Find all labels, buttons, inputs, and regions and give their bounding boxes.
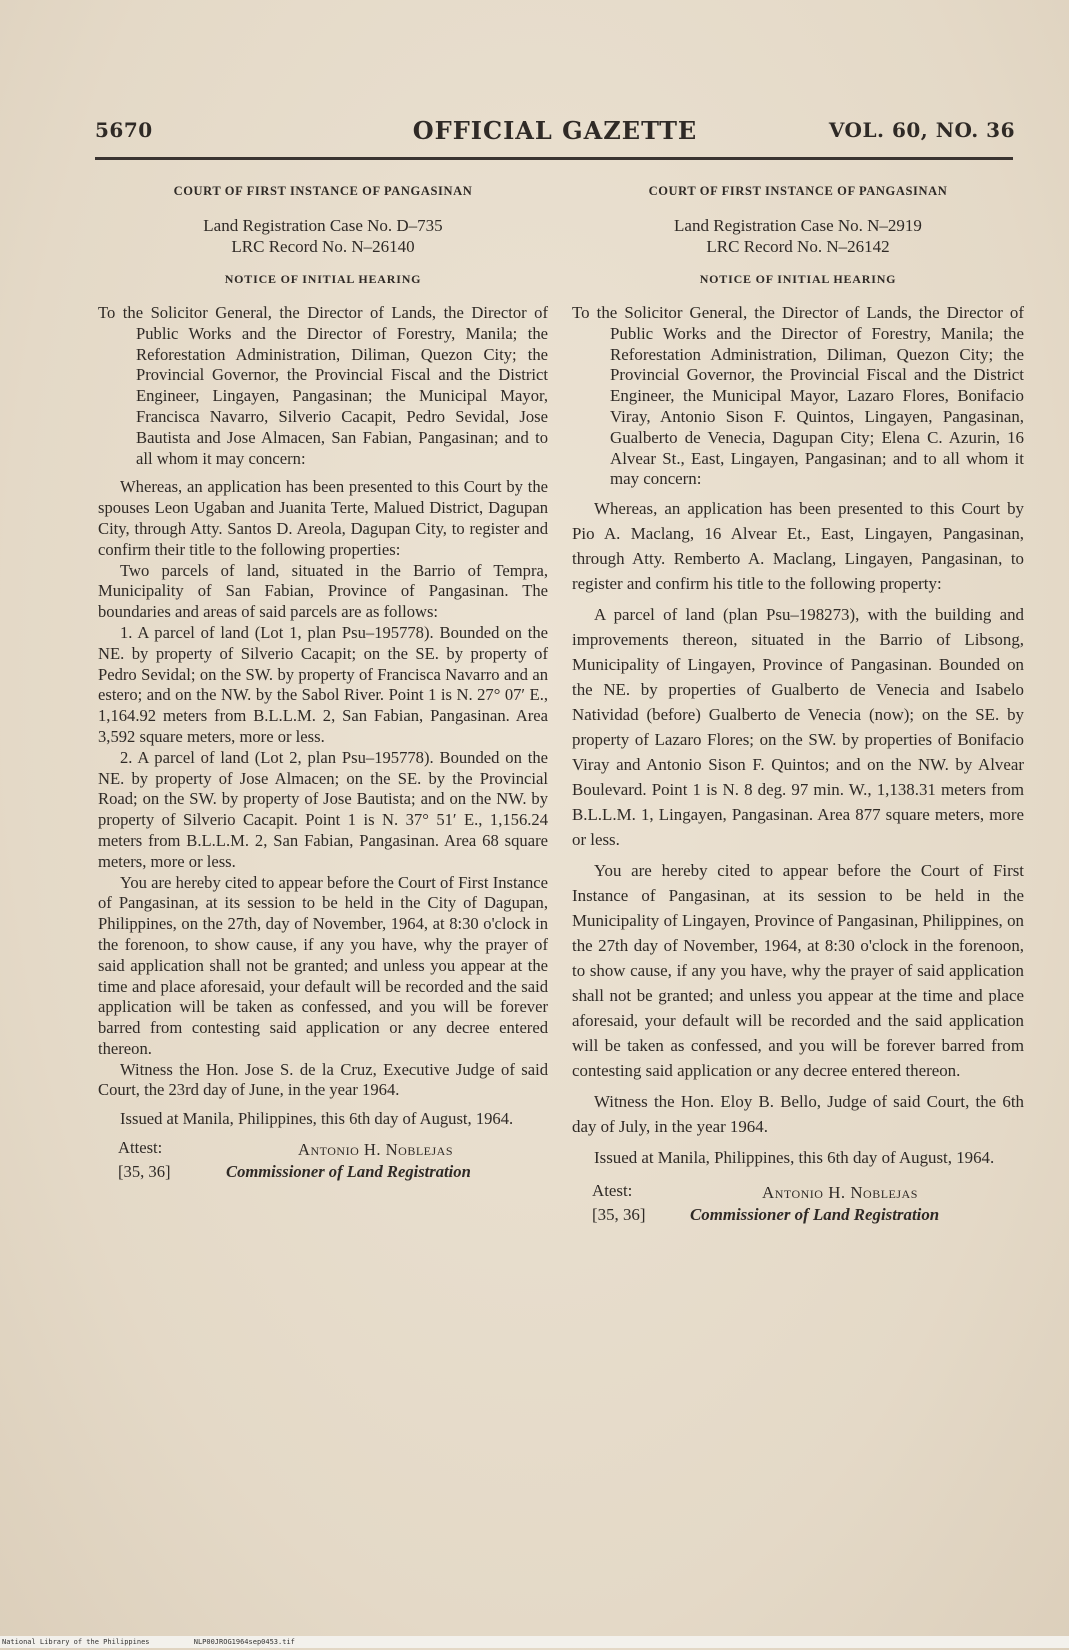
notice-paragraph: You are hereby cited to appear before the Court of First Instance of Pangasinan, at its session to be held in the City of Dagupan, Philippines, on the 27th, day of November, 1964, at 8:30 o'clock in the forenoon, to show cause, if any you have, why the prayer of said application shall not be granted; and unless you appear at the time and place aforesaid, your default will be recorded and the said application will be taken as confessed, and you will be forever barred from contesting said application or any decree entered thereon. xyxy=(98,872,548,1058)
notice-paragraph: Issued at Manila, Philippines, this 6th day of August, 1964. xyxy=(120,1109,514,1129)
attestation xyxy=(572,1178,1024,1230)
left-notice xyxy=(98,183,548,1190)
issue-reference: [35, 36] xyxy=(118,1162,171,1182)
notice-paragraph: You are hereby cited to appear before the Court of First Instance of Pangasinan, at its session to be held in the Municipality of Lingayen, Province of Pangasinan, Philippines, on the 27th day of November, 1964, at 8:30 o'clock in the forenoon, to show cause, if any you have, why the prayer of said application shall not be granted; and unless you appear at the time and place aforesaid, your default will be recorded and the said application will be taken as confessed, and you will be forever barred from contesting said application or any decree entered thereon. xyxy=(572,861,1024,1081)
notice-paragraph: Witness the Hon. Eloy B. Bello, Judge of said Court, the 6th day of July, in the year 1964. xyxy=(572,1092,1024,1137)
signatory-name: Antonio H. Noblejas xyxy=(298,1140,454,1160)
signatory-title: Commissioner of Land Registration xyxy=(690,1205,940,1225)
case-number: Land Registration Case No. D–735 xyxy=(203,216,443,235)
right-notice xyxy=(572,183,1024,1230)
notice-paragraph: Whereas, an application has been presented to this Court by Pio A. Maclang, 16 Alvear Et., East, Lingayen, Pangasinan, through Atty. Remberto A. Maclang, Lingayen, Pangasinan, to register and confirm his title to the following property: xyxy=(572,499,1024,594)
header-rule xyxy=(95,157,1013,160)
signatory-name: Antonio H. Noblejas xyxy=(762,1183,918,1203)
notice-paragraph: Issued at Manila, Philippines, this 6th day of August, 1964. xyxy=(594,1148,995,1168)
page-header xyxy=(95,118,1015,152)
volume-number: VOL. 60, NO. 36 xyxy=(828,118,1015,142)
notice-address: To the Solicitor General, the Director of Lands, the Director of Public Works and the Director of Forestry, Manila; the Reforestation Administration, Diliman, Quezon City; the Provincial Governor, the Provincial Fiscal and the District Engineer, the Municipal Mayor, Lazaro Flores, Bonifacio Viray, Antonio Sison F. Quintos, Lingayen, Pangasinan, Gualberto de Venecia, Dagupan City; Elena C. Azurin, 16 Alvear St., East, Lingayen, Pangasinan; and to all whom it may concern: xyxy=(572,303,1024,489)
file-id: NLP00JROG1964sep0453.tif xyxy=(193,1638,295,1646)
notice-paragraph: Witness the Hon. Jose S. de la Cruz, Executive Judge of said Court, the 23rd day of June, in the year 1964. xyxy=(98,1059,548,1100)
attest-label: Attest: xyxy=(118,1138,163,1158)
publication-title: OFFICIAL GAZETTE xyxy=(412,116,698,145)
notice-address: To the Solicitor General, the Director of Lands, the Director of Public Works and the Director of Forestry, Manila; the Reforestation Administration, Diliman, Quezon City; the Provincial Governor, the Provincial Fiscal and the District Engineer, Lingayen, Pangasinan; the Municipal Mayor, Francisca Navarro, Silverio Cacapit, Pedro Sevidal, Jose Bautista and Jose Almacen, San Fabian, Pangasinan; and to all whom it may concern: xyxy=(98,303,548,468)
attest-label: Atest: xyxy=(592,1181,633,1201)
page-number: 5670 xyxy=(95,118,153,142)
notice-title: NOTICE OF INITIAL HEARING xyxy=(224,272,422,286)
attestation xyxy=(98,1138,548,1190)
notice-paragraph: A parcel of land (plan Psu–198273), with the building and improvements thereon, situated in the Barrio of Libsong, Municipality of Lingayen, Province of Pangasinan. Bounded on the NE. by properties of Gualberto de Venecia and Isabelo Natividad (before) Gualberto de Venecia (now); on the SE. by property of Lazaro Flores; on the SW. by properties of Bonifacio Viray and Antonio Sison F. Quintos; and on the NW. by Alvear Boulevard. Point 1 is N. 8 deg. 97 min. W., 1,138.31 meters from B.L.L.M. 1, Lingayen, Pangasinan. Area 877 square meters, more or less. xyxy=(572,605,1024,850)
notice-paragraph: Whereas, an application has been presented to this Court by the spouses Leon Ugaban and Juanita Terte, Malued District, Dagupan City, through Atty. Santos D. Areola, Dagupan City, to register and confirm their title to the following properties: xyxy=(98,477,548,559)
notice-paragraph: Two parcels of land, situated in the Barrio of Tempra, Municipality of San Fabian, Province of Pangasinan. The boundaries and areas of said parcels are as follows: xyxy=(98,560,548,622)
court-name: COURT OF FIRST INSTANCE OF PANGASINAN xyxy=(648,184,948,198)
lrc-record: LRC Record No. N–26140 xyxy=(231,237,415,256)
scan-footer xyxy=(0,1636,1069,1648)
notice-title: NOTICE OF INITIAL HEARING xyxy=(699,272,897,286)
signatory-title: Commissioner of Land Registration xyxy=(226,1162,471,1182)
lrc-record: LRC Record No. N–26142 xyxy=(706,237,890,256)
case-number: Land Registration Case No. N–2919 xyxy=(674,216,922,235)
library-credit: National Library of the Philippines xyxy=(2,1638,150,1646)
notice-paragraph: 1. A parcel of land (Lot 1, plan Psu–195778). Bounded on the NE. by property of Silverio Cacapit; on the SE. by property of Pedro Sevidal; on the SW. by property of Francisca Navarro and an estero; and on the NW. by the Sabol River. Point 1 is N. 27° 07′ E., 1,164.92 meters from B.L.L.M. 2, San Fabian, Pangasinan. Area 3,592 square meters, more or less. xyxy=(98,622,548,746)
court-name: COURT OF FIRST INSTANCE OF PANGASINAN xyxy=(173,184,473,198)
issue-reference: [35, 36] xyxy=(592,1205,646,1225)
notice-paragraph: 2. A parcel of land (Lot 2, plan Psu–195778). Bounded on the NE. by property of Jose Almacen; on the SE. by the Provincial Road; on the SW. by property of Jose Bautista; and on the NW. by property of Silverio Cacapit. Point 1 is N. 37° 51′ E., 1,156.24 meters from B.L.L.M. 2, San Fabian, Pangasinan. Area 68 square meters, more or less. xyxy=(98,747,548,871)
